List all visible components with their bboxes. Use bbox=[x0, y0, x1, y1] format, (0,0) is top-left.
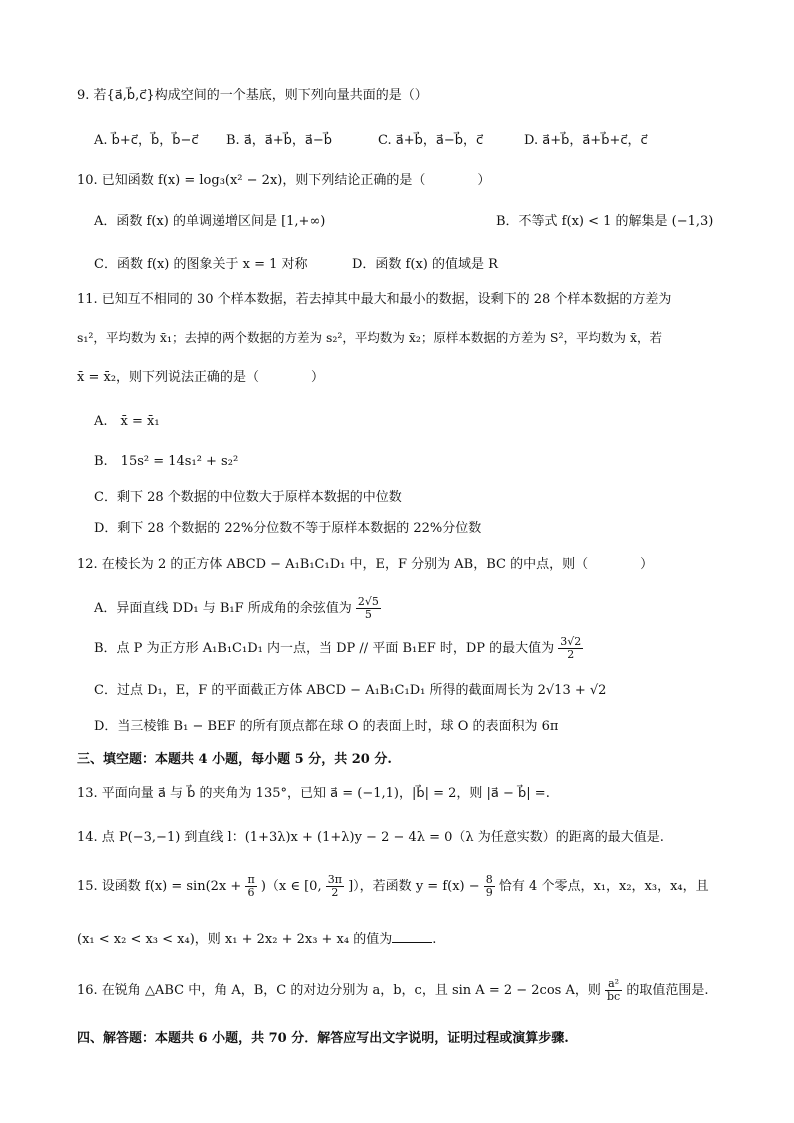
fraction-numerator: a² bbox=[605, 978, 622, 991]
fraction-numerator: 8 bbox=[485, 873, 493, 886]
q12-option-b-text: B．点 P 为正方形 A₁B₁C₁D₁ 内一点，当 DP // 平面 B₁EF 时，DP 的最大值为 bbox=[94, 641, 555, 656]
q11-line-3: x̄ = x̄₂，则下列说法正确的是（ ） bbox=[77, 370, 325, 385]
q11-line-2: s₁²，平均数为 x̄₁；去掉的两个数据的方差为 s₂²，平均数为 x̄₂；原样本数据的方差为 S²，平均数为 x̄，若 bbox=[77, 330, 662, 345]
q15-pi-over-6 bbox=[245, 874, 256, 899]
fraction-numerator: 3√2 bbox=[560, 635, 582, 648]
q9-stem: 9. 若{a⃗,b⃗,c⃗}构成空间的一个基底，则下列向量共面的是（） bbox=[77, 88, 428, 103]
q13-text: 13. 平面向量 a⃗ 与 b⃗ 的夹角为 135°，已知 a⃗ = (−1,1)，|b⃗| = 2，则 |a⃗ − b⃗| =. bbox=[77, 786, 550, 801]
q10-option-c: C．函数 f(x) 的图象关于 x = 1 对称 bbox=[94, 257, 308, 272]
fraction-denominator: 2 bbox=[331, 886, 339, 899]
section-answer-heading: 四、解答题：本题共 6 小题，共 70 分．解答应写出文字说明，证明过程或演算步骤. bbox=[77, 1031, 569, 1046]
q10-option-a: A．函数 f(x) 的单调递增区间是 [1,+∞) bbox=[94, 214, 326, 229]
q9-option-c: C. a⃗+b⃗，a⃗−b⃗，c⃗ bbox=[378, 133, 484, 148]
q9-option-b: B. a⃗，a⃗+b⃗，a⃗−b⃗ bbox=[226, 133, 333, 148]
q14-text: 14. 点 P(−3,−1) 到直线 l：(1+3λ)x + (1+λ)y − 2 − 4λ = 0（λ 为任意实数）的距离的最大值是. bbox=[77, 830, 664, 845]
fraction-denominator: 9 bbox=[485, 886, 493, 899]
fraction-denominator: 5 bbox=[364, 608, 372, 621]
answer-blank bbox=[392, 942, 432, 943]
q10-stem: 10. 已知函数 f(x) = log₃(x² − 2x)，则下列结论正确的是（ ） bbox=[77, 173, 491, 188]
q15-line-2-end: . bbox=[432, 932, 437, 947]
fraction-numerator: 2√5 bbox=[357, 595, 379, 608]
fraction-numerator: 3π bbox=[327, 873, 342, 886]
q11-option-c: C．剩下 28 个数据的中位数大于原样本数据的中位数 bbox=[94, 490, 402, 505]
q15-part-4: 恰有 4 个零点，x₁，x₂，x₃，x₄，且 bbox=[498, 879, 709, 894]
q12-option-b-fraction bbox=[558, 636, 583, 661]
q12-option-a bbox=[94, 594, 381, 624]
q16-fraction bbox=[605, 978, 622, 1003]
q11-line-1: 11. 已知互不相同的 30 个样本数据，若去掉其中最大和最小的数据，设剩下的 28 个样本数据的方差为 bbox=[77, 292, 672, 307]
fraction-denominator: 2 bbox=[567, 648, 575, 661]
q9-option-a: A. b⃗+c⃗，b⃗，b⃗−c⃗ bbox=[94, 133, 199, 148]
q16-tail: 的取值范围是. bbox=[626, 983, 709, 998]
q15-line-2 bbox=[77, 932, 436, 948]
q15-part-1: 15. 设函数 f(x) = sin(2x + bbox=[77, 879, 242, 894]
q15-part-3: ]），若函数 y = f(x) − bbox=[348, 879, 480, 894]
fraction-denominator: 6 bbox=[247, 886, 255, 899]
q15-line-1 bbox=[77, 872, 709, 902]
q15-range-fraction bbox=[326, 874, 344, 899]
fraction-numerator: π bbox=[247, 873, 255, 886]
fraction-denominator: bc bbox=[607, 990, 621, 1003]
q16-stem: 16. 在锐角 △ABC 中，角 A，B，C 的对边分别为 a，b，c，且 sin A = 2 − 2cos A，则 bbox=[77, 983, 601, 998]
q12-option-b bbox=[94, 634, 583, 664]
q11-option-b: B. 15s² = 14s₁² + s₂² bbox=[94, 454, 239, 469]
q10-option-b: B．不等式 f(x) < 1 的解集是 (−1,3) bbox=[496, 214, 714, 229]
section-fill-in-heading: 三、填空题：本题共 4 小题，每小题 5 分，共 20 分. bbox=[77, 752, 392, 767]
q9-option-d: D. a⃗+b⃗，a⃗+b⃗+c⃗，c⃗ bbox=[524, 133, 648, 148]
q12-option-a-text: A．异面直线 DD₁ 与 B₁F 所成角的余弦值为 bbox=[94, 601, 352, 616]
q15-line-2-text: (x₁ < x₂ < x₃ < x₄)，则 x₁ + 2x₂ + 2x₃ + x₄ 的值为 bbox=[77, 932, 393, 947]
q10-option-d: D．函数 f(x) 的值域是 R bbox=[352, 257, 498, 272]
q12-option-d: D．当三棱锥 B₁ − BEF 的所有顶点都在球 O 的表面上时，球 O 的表面积为 6π bbox=[94, 719, 559, 734]
q11-option-d: D．剩下 28 个数据的 22%分位数不等于原样本数据的 22%分位数 bbox=[94, 521, 482, 536]
q11-option-a: A. x̄ = x̄₁ bbox=[94, 414, 160, 429]
q12-stem: 12. 在棱长为 2 的正方体 ABCD − A₁B₁C₁D₁ 中，E，F 分别为 AB，BC 的中点，则（ ） bbox=[77, 557, 654, 572]
q16-text bbox=[77, 976, 708, 1006]
q15-eight-ninths bbox=[484, 874, 495, 899]
q15-part-2: )（x ∈ [0, bbox=[260, 879, 322, 894]
q12-option-c: C．过点 D₁，E，F 的平面截正方体 ABCD − A₁B₁C₁D₁ 所得的截面周长为 2√13 + √2 bbox=[94, 683, 607, 698]
q12-option-a-fraction bbox=[356, 596, 381, 621]
